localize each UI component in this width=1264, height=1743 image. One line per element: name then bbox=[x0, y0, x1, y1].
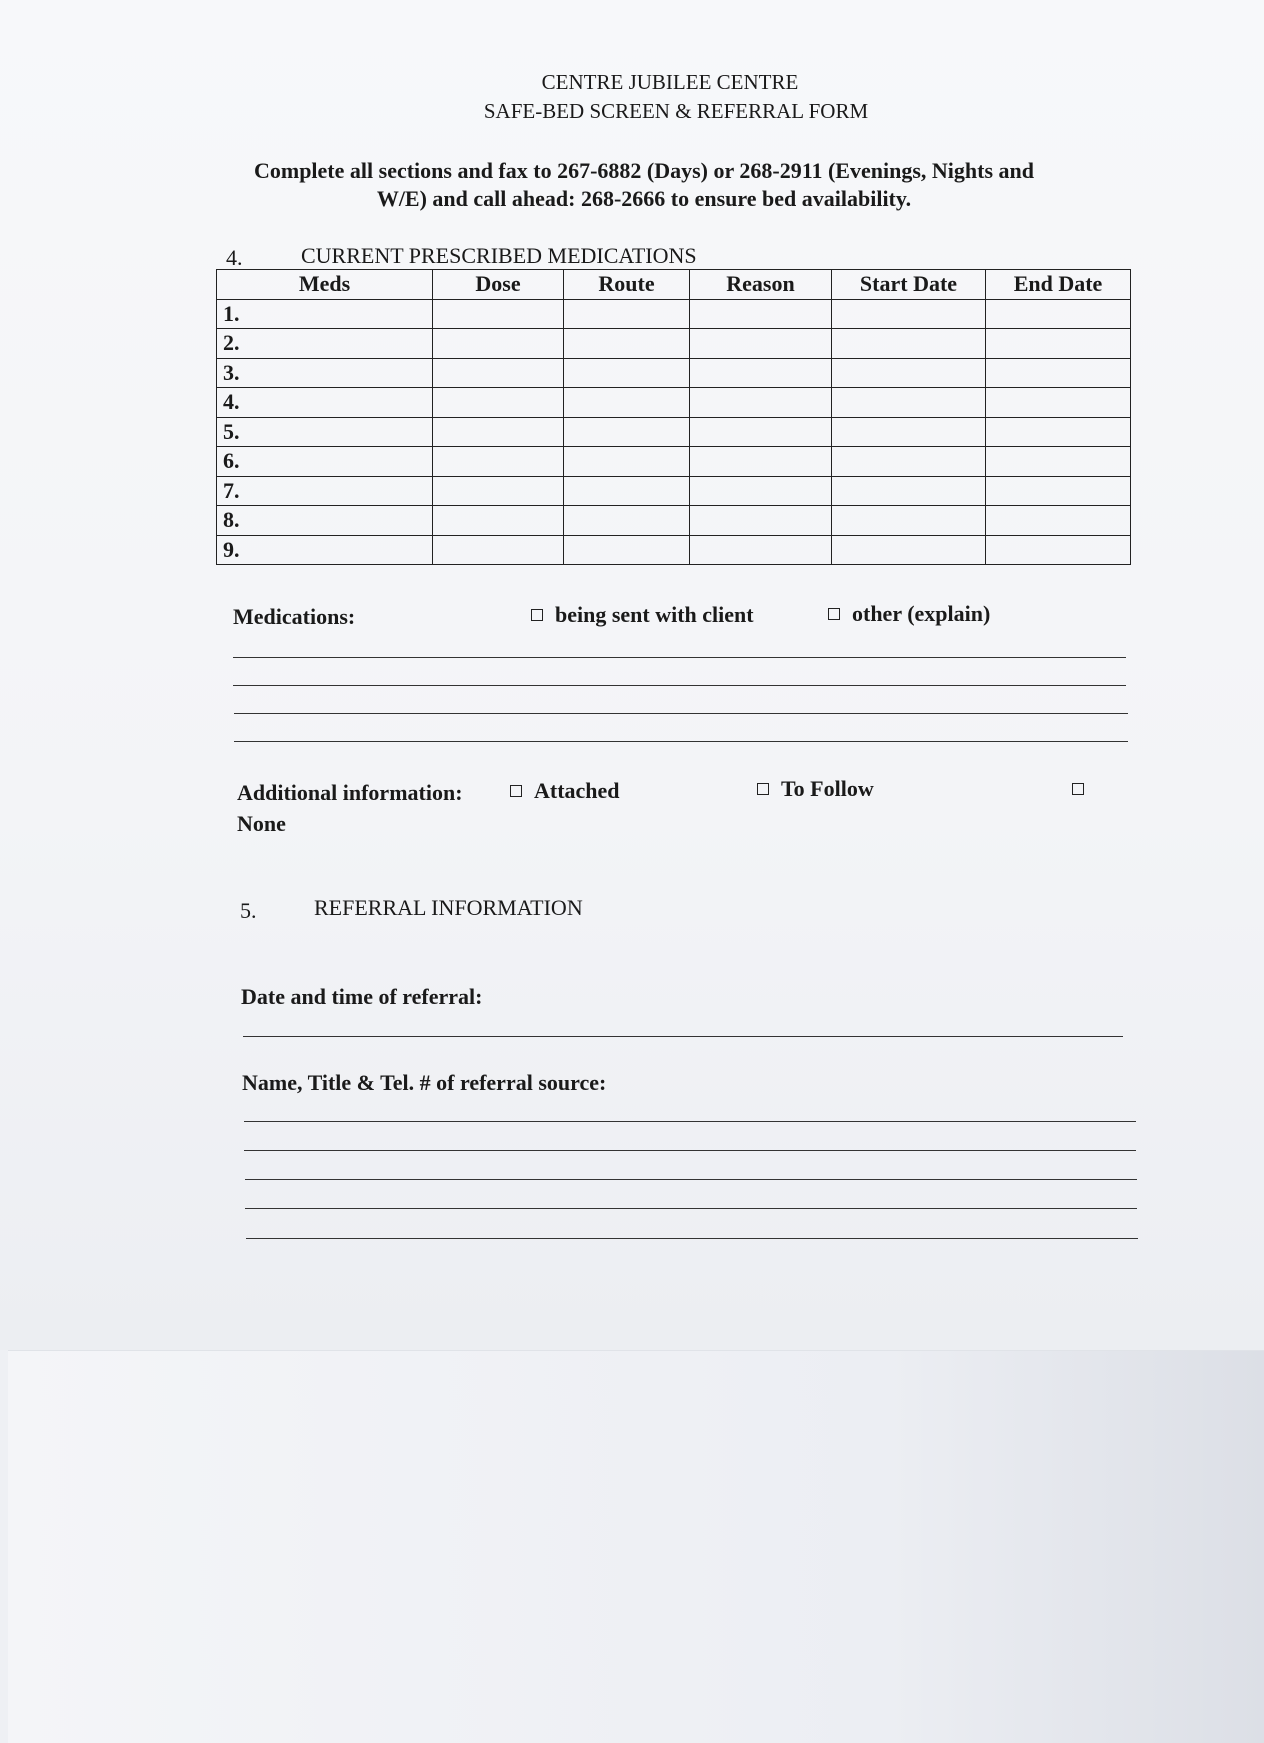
reason-cell[interactable] bbox=[690, 329, 832, 359]
reason-cell[interactable] bbox=[690, 476, 832, 506]
route-cell[interactable] bbox=[564, 358, 690, 388]
section-4-title: CURRENT PRESCRIBED MEDICATIONS bbox=[301, 243, 697, 268]
dose-cell[interactable] bbox=[433, 535, 564, 565]
route-cell[interactable] bbox=[564, 476, 690, 506]
end-date-cell[interactable] bbox=[986, 447, 1131, 477]
route-cell[interactable] bbox=[564, 535, 690, 565]
dose-cell[interactable] bbox=[433, 388, 564, 418]
dose-cell[interactable] bbox=[433, 447, 564, 477]
start-date-cell[interactable] bbox=[832, 535, 986, 565]
instructions-line-2: W/E) and call ahead: 268-2666 to ensure bed availability. bbox=[376, 186, 912, 211]
route-cell[interactable] bbox=[564, 447, 690, 477]
dose-cell[interactable] bbox=[433, 476, 564, 506]
start-date-cell[interactable] bbox=[832, 417, 986, 447]
referral-date-line[interactable] bbox=[243, 1036, 1123, 1037]
end-date-cell[interactable] bbox=[986, 329, 1131, 359]
checkbox[interactable] bbox=[510, 785, 522, 797]
row-number: 7. bbox=[217, 476, 433, 506]
column-header: Reason bbox=[690, 270, 832, 300]
table-row bbox=[217, 388, 1131, 418]
row-number: 9. bbox=[217, 535, 433, 565]
medications-explain-line[interactable] bbox=[233, 685, 1126, 686]
start-date-cell[interactable] bbox=[832, 506, 986, 536]
table-row bbox=[217, 535, 1131, 565]
route-cell[interactable] bbox=[564, 329, 690, 359]
checkbox[interactable] bbox=[828, 608, 840, 620]
option-other-explain[interactable] bbox=[828, 601, 990, 627]
medications-table bbox=[216, 269, 1131, 565]
start-date-cell[interactable] bbox=[832, 388, 986, 418]
dose-cell[interactable] bbox=[433, 417, 564, 447]
reason-cell[interactable] bbox=[690, 299, 832, 329]
referral-source-line[interactable] bbox=[246, 1238, 1138, 1239]
org-name: CENTRE JUBILEE CENTRE bbox=[541, 70, 799, 94]
column-header: Route bbox=[564, 270, 690, 300]
referral-source-line[interactable] bbox=[244, 1150, 1136, 1151]
option-to-follow[interactable] bbox=[757, 776, 874, 802]
reason-cell[interactable] bbox=[690, 417, 832, 447]
dose-cell[interactable] bbox=[433, 358, 564, 388]
table-header-row bbox=[217, 270, 1131, 300]
referral-source-line[interactable] bbox=[245, 1208, 1137, 1209]
end-date-cell[interactable] bbox=[986, 506, 1131, 536]
referral-date-label: Date and time of referral: bbox=[241, 984, 483, 1009]
end-date-cell[interactable] bbox=[986, 388, 1131, 418]
column-header: End Date bbox=[986, 270, 1131, 300]
section-4-number: 4. bbox=[226, 245, 243, 270]
route-cell[interactable] bbox=[564, 388, 690, 418]
start-date-cell[interactable] bbox=[832, 358, 986, 388]
checkbox[interactable] bbox=[757, 783, 769, 795]
column-header: Meds bbox=[217, 270, 433, 300]
option-other-label: other (explain) bbox=[852, 601, 991, 626]
section-5-title: REFERRAL INFORMATION bbox=[314, 895, 583, 920]
additional-info-label: Additional information: bbox=[237, 780, 463, 805]
reason-cell[interactable] bbox=[690, 358, 832, 388]
dose-cell[interactable] bbox=[433, 299, 564, 329]
dose-cell[interactable] bbox=[433, 506, 564, 536]
table-row bbox=[217, 476, 1131, 506]
start-date-cell[interactable] bbox=[832, 299, 986, 329]
referral-source-line[interactable] bbox=[245, 1179, 1137, 1180]
page-bottom-blank bbox=[8, 1350, 1264, 1743]
option-being-sent[interactable] bbox=[531, 602, 754, 628]
option-none-checkbox[interactable] bbox=[1072, 776, 1096, 802]
end-date-cell[interactable] bbox=[986, 535, 1131, 565]
form-title: SAFE-BED SCREEN & REFERRAL FORM bbox=[483, 99, 869, 123]
column-header: Dose bbox=[433, 270, 564, 300]
row-number: 4. bbox=[217, 388, 433, 418]
end-date-cell[interactable] bbox=[986, 476, 1131, 506]
route-cell[interactable] bbox=[564, 299, 690, 329]
start-date-cell[interactable] bbox=[832, 476, 986, 506]
checkbox[interactable] bbox=[1072, 783, 1084, 795]
instructions-line-1: Complete all sections and fax to 267-6882 (Days) or 268-2911 (Evenings, Nights and bbox=[253, 158, 1034, 183]
end-date-cell[interactable] bbox=[986, 358, 1131, 388]
reason-cell[interactable] bbox=[690, 388, 832, 418]
row-number: 2. bbox=[217, 329, 433, 359]
table-row bbox=[217, 329, 1131, 359]
route-cell[interactable] bbox=[564, 506, 690, 536]
start-date-cell[interactable] bbox=[832, 329, 986, 359]
table-row bbox=[217, 447, 1131, 477]
section-5-number: 5. bbox=[240, 898, 257, 923]
option-to-follow-label: To Follow bbox=[781, 776, 874, 801]
medications-label: Medications: bbox=[233, 604, 356, 629]
medications-explain-line[interactable] bbox=[234, 741, 1128, 742]
row-number: 8. bbox=[217, 506, 433, 536]
table-row bbox=[217, 358, 1131, 388]
table-row bbox=[217, 299, 1131, 329]
end-date-cell[interactable] bbox=[986, 299, 1131, 329]
referral-source-line[interactable] bbox=[244, 1121, 1136, 1122]
option-attached[interactable] bbox=[510, 778, 620, 804]
row-number: 6. bbox=[217, 447, 433, 477]
medications-explain-line[interactable] bbox=[234, 713, 1128, 714]
reason-cell[interactable] bbox=[690, 447, 832, 477]
checkbox[interactable] bbox=[531, 609, 543, 621]
route-cell[interactable] bbox=[564, 417, 690, 447]
column-header: Start Date bbox=[832, 270, 986, 300]
dose-cell[interactable] bbox=[433, 329, 564, 359]
option-none-label: None bbox=[237, 811, 286, 836]
row-number: 1. bbox=[217, 299, 433, 329]
table-row bbox=[217, 506, 1131, 536]
reason-cell[interactable] bbox=[690, 535, 832, 565]
option-attached-label: Attached bbox=[534, 778, 620, 803]
row-number: 5. bbox=[217, 417, 433, 447]
row-number: 3. bbox=[217, 358, 433, 388]
reason-cell[interactable] bbox=[690, 506, 832, 536]
referral-source-label: Name, Title & Tel. # of referral source: bbox=[242, 1070, 607, 1095]
start-date-cell[interactable] bbox=[832, 447, 986, 477]
end-date-cell[interactable] bbox=[986, 417, 1131, 447]
table-row bbox=[217, 417, 1131, 447]
medications-explain-line[interactable] bbox=[233, 657, 1126, 658]
option-being-sent-label: being sent with client bbox=[555, 602, 754, 627]
